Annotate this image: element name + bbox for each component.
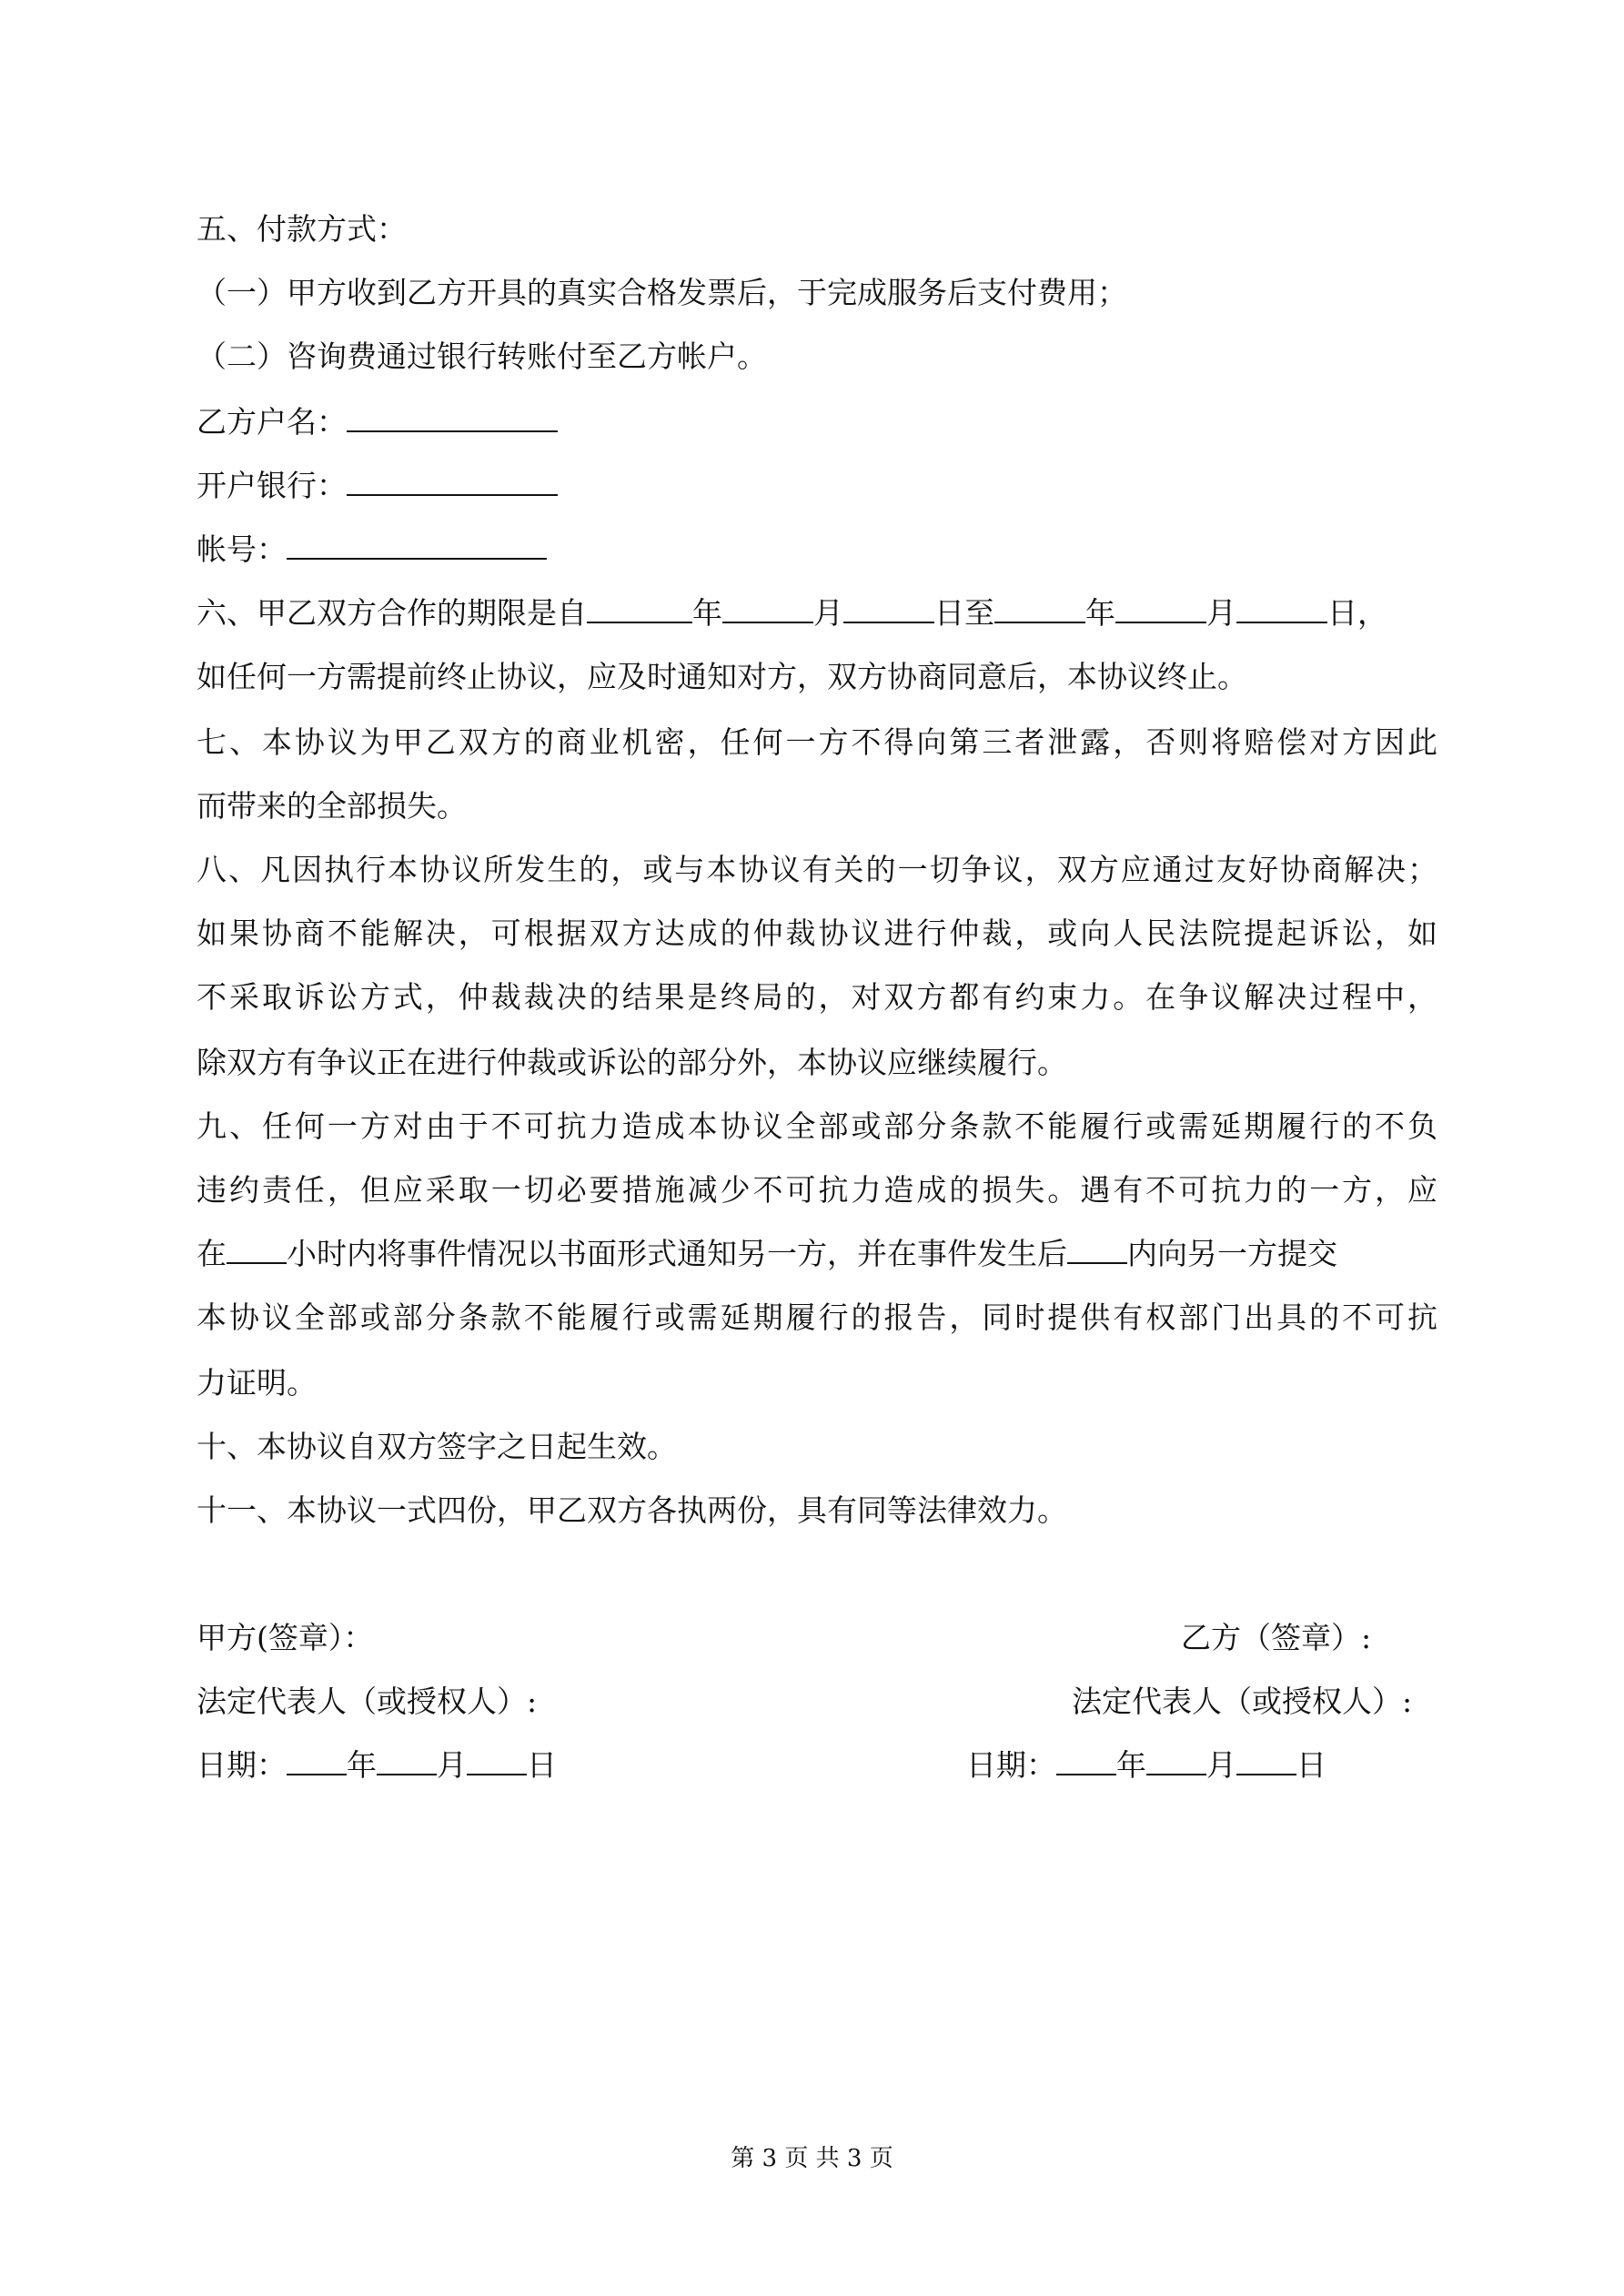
section-9-line-1: 九、任何一方对由于不可抗力造成本协议全部或部分条款不能履行或需延期履行的不负: [197, 1108, 1437, 1144]
party-a-representative: 法定代表人（或授权人）:: [197, 1684, 538, 1719]
section-9-line-2: 违约责任，但应采取一切必要措施减少不可抗力造成的损失。遇有不可抗力的一方，应: [197, 1172, 1437, 1208]
party-b-representative: 法定代表人（或授权人）:: [1072, 1684, 1413, 1719]
party-b-month-blank: [1146, 1748, 1206, 1775]
bank-row: [197, 468, 558, 504]
section-9-line-3-a: 在: [197, 1236, 227, 1271]
party-a-day-blank: [467, 1748, 527, 1775]
start-year-blank: [587, 596, 692, 623]
party-a-day-text: 日: [527, 1747, 557, 1783]
start-day-blank: [843, 596, 934, 623]
start-day-text: 日至: [934, 595, 994, 631]
start-month-blank: [722, 596, 813, 623]
account-no-label: 帐号：: [197, 531, 287, 567]
party-b-day-text: 日: [1296, 1747, 1326, 1783]
account-name-row: [197, 404, 558, 440]
section-9-line-3-c: 内向另一方提交: [1127, 1236, 1337, 1271]
party-b-year-text: 年: [1116, 1747, 1146, 1783]
account-no-row: [197, 531, 547, 568]
bank-blank: [347, 469, 558, 496]
section-7-line-1: 七、本协议为甲乙双方的商业机密，任何一方不得向第三者泄露，否则将赔偿对方因此: [197, 724, 1437, 760]
party-a-year-text: 年: [347, 1747, 377, 1783]
section-5-title: 五、付款方式：: [197, 211, 407, 247]
section-5-item-1: （一）甲方收到乙方开具的真实合格发票后，于完成服务后支付费用；: [197, 275, 1127, 310]
account-name-blank: [347, 405, 558, 432]
section-9-line-4: 本协议全部或部分条款不能履行或需延期履行的报告，同时提供有权部门出具的不可抗: [197, 1300, 1437, 1335]
section-9-line-3: [197, 1236, 1337, 1272]
party-b-year-blank: [1056, 1748, 1116, 1775]
party-a-seal: 甲方(签章）：: [197, 1620, 374, 1655]
start-year-text: 年: [692, 595, 722, 631]
party-a-date-label: 日期：: [197, 1747, 287, 1783]
section-6-line-2: 如任何一方需提前终止协议，应及时通知对方，双方协商同意后，本协议终止。: [197, 659, 1247, 694]
bank-label: 开户银行：: [197, 468, 347, 503]
section-8-line-2: 如果协商不能解决，可根据双方达成的仲裁协议进行仲裁，或向人民法院提起诉讼，如: [197, 915, 1437, 951]
section-6-prefix: 六、甲乙双方合作的期限是自: [197, 595, 587, 631]
end-year-blank: [994, 596, 1085, 623]
section-7-line-2: 而带来的全部损失。: [197, 788, 467, 824]
start-month-text: 月: [813, 595, 843, 631]
end-month-text: 月: [1206, 595, 1236, 631]
party-b-day-blank: [1236, 1748, 1296, 1775]
section-6-line-1: [197, 595, 1387, 632]
hours-blank: [227, 1237, 287, 1264]
section-9-line-3-b: 小时内将事件情况以书面形式通知另一方，并在事件发生后: [287, 1236, 1067, 1271]
section-5-item-2: （二）咨询费通过银行转账付至乙方帐户。: [197, 339, 767, 374]
page-footer: 第 3 页 共 3 页: [731, 2145, 893, 2172]
account-no-blank: [287, 532, 547, 560]
section-8-line-4: 除双方有争议正在进行仲裁或诉讼的部分外，本协议应继续履行。: [197, 1045, 1067, 1080]
party-b-date-label: 日期：: [966, 1747, 1056, 1783]
section-11: 十一、本协议一式四份，甲乙双方各执两份，具有同等法律效力。: [197, 1492, 1067, 1528]
end-month-blank: [1115, 596, 1206, 623]
section-8-line-1: 八、凡因执行本协议所发生的，或与本协议有关的一切争议，双方应通过友好协商解决；: [197, 852, 1437, 887]
party-a-year-blank: [287, 1748, 347, 1775]
end-year-text: 年: [1085, 595, 1115, 631]
party-a-month-text: 月: [437, 1747, 467, 1783]
end-day-blank: [1236, 596, 1327, 623]
period-blank: [1067, 1237, 1127, 1264]
party-a-date-row: [197, 1747, 557, 1784]
section-10: 十、本协议自双方签字之日起生效。: [197, 1429, 677, 1464]
end-day-text: 日，: [1327, 595, 1387, 631]
party-b-seal: 乙方（签章）:: [1181, 1620, 1372, 1655]
section-8-line-3: 不采取诉讼方式，仲裁裁决的结果是终局的，对双方都有约束力。在争议解决过程中，: [197, 979, 1437, 1015]
section-9-line-5: 力证明。: [197, 1365, 317, 1401]
party-b-date-row: [966, 1747, 1326, 1784]
party-a-month-blank: [377, 1748, 437, 1775]
account-name-label: 乙方户名：: [197, 404, 347, 440]
party-b-month-text: 月: [1206, 1747, 1236, 1783]
